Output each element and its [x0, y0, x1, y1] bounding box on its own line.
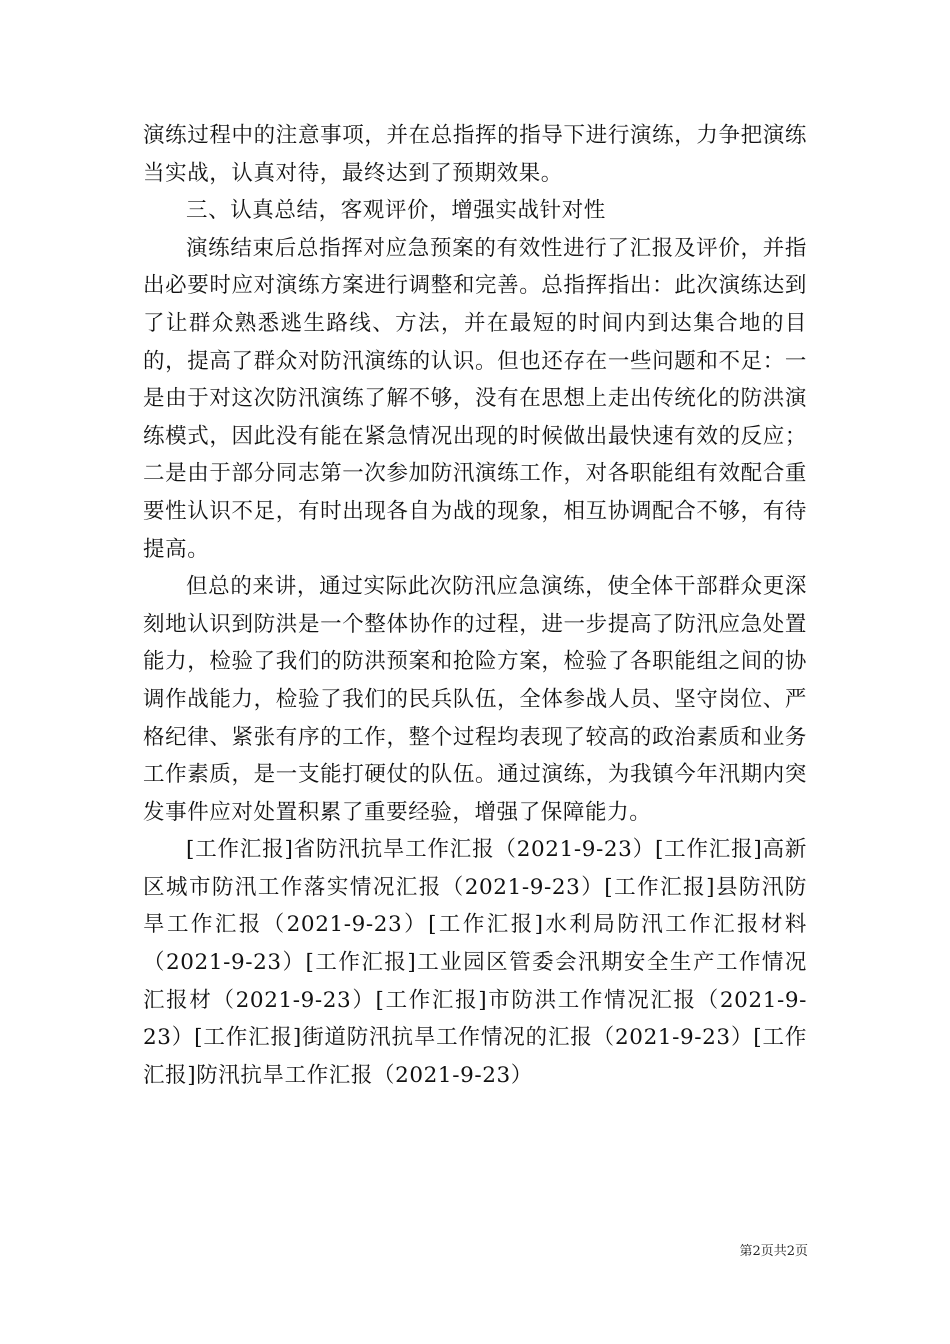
paragraph-continuation: 演练过程中的注意事项，并在总指挥的指导下进行演练，力争把演练当实战，认真对待，最终达到了预期效果。: [143, 123, 807, 186]
page-number: 第2页共2页: [739, 1244, 808, 1259]
section-heading: 三、认真总结，客观评价，增强实战针对性: [186, 198, 606, 224]
related-reports-list: [工作汇报]省防汛抗旱工作汇报（2021-9-23）[工作汇报]高新区城市防汛工作落实情况汇报（2021-9-23）[工作汇报]县防汛防旱工作汇报（2021-9-23）[工作汇报]水利局防汛工作汇报材料（2021-9-23）[工作汇报]工业园区管委会汛期安全生产工作情况汇报材（2021-9-23）[工作汇报]市防洪工作情况汇报（2021-9-23）[工作汇报]街道防汛抗旱工作情况的汇报（2021-9-23）[工作汇报]防汛抗旱工作汇报（2021-9-23）: [143, 837, 807, 1088]
paragraph-conclusion: 但总的来讲，通过实际此次防汛应急演练，使全体干部群众更深刻地认识到防洪是一个整体协作的过程，进一步提高了防汛应急处置能力，检验了我们的防洪预案和抢险方案，检验了各职能组之间的协调作战能力，检验了我们的民兵队伍，全体参战人员、坚守岗位、严格纪律、紧张有序的工作，整个过程均表现了较高的政治素质和业务工作素质，是一支能打硬仗的队伍。通过演练，为我镇今年汛期内突发事件应对处置积累了重要经验，增强了保障能力。: [143, 574, 807, 825]
paragraph-summary: 演练结束后总指挥对应急预案的有效性进行了汇报及评价，并指出必要时应对演练方案进行调整和完善。总指挥指出：此次演练达到了让群众熟悉逃生路线、方法，并在最短的时间内到达集合地的目的，提高了群众对防汛演练的认识。但也还存在一些问题和不足：一是由于对这次防汛演练了解不够，没有在思想上走出传统化的防洪演练模式，因此没有能在紧急情况出现的时候做出最快速有效的反应；二是由于部分同志第一次参加防汛演练工作，对各职能组有效配合重要性认识不足，有时出现各自为战的现象，相互协调配合不够，有待提高。: [143, 235, 807, 562]
document-body: [143, 117, 807, 1094]
